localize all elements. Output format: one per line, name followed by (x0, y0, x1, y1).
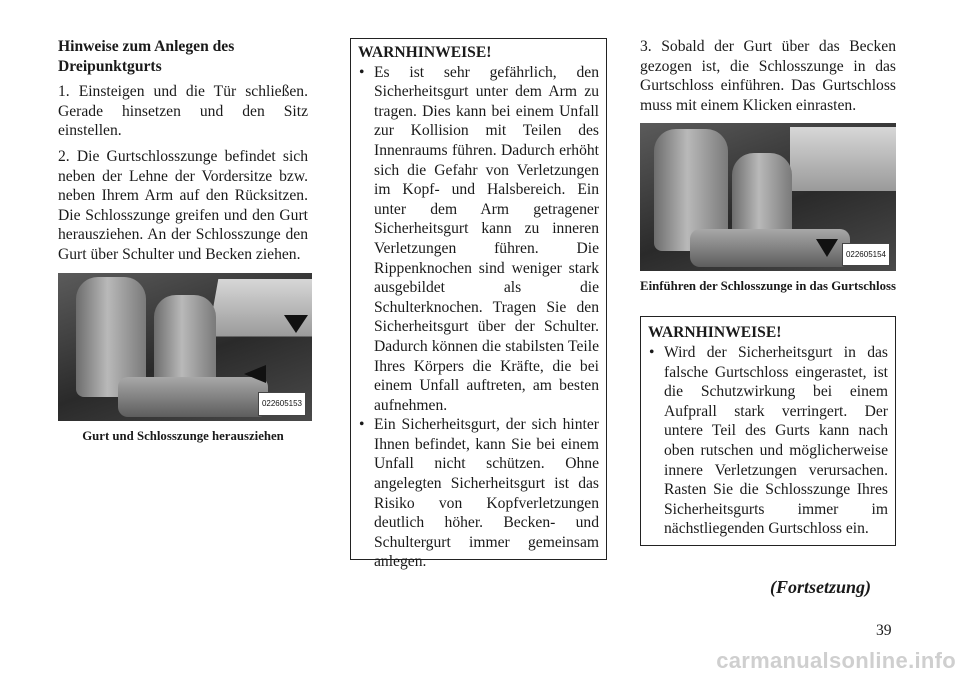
figure-insert-tongue (640, 123, 896, 294)
step-3-text: 3. Sobald der Gurt über das Becken gezogen ist, die Schlosszunge in das Gurtschloss einführen. Das Gurtschloss muss mit einem Klicken einrasten. (640, 38, 896, 114)
warning-item: • Es ist sehr gefährlich, den Sicherheitsgurt unter dem Arm zu tragen. Dies kann bei einem Unfall zur Kollision mit Teilen des Innenraums führen. Dadurch erhöht sich die Gefahr von Verletzungen im Kopf- und Halsbereich. Ein unter dem Arm getragener Sicherheitsgurt kann zu inneren Verletzungen führen. Die Rippenknochen sind weniger stark ausgebildet als die Schulterknochen. Tragen Sie den Sicherheitsgurt über der Schulter. Dadurch können die stabilsten Teile Ihres Körpers die Kräfte, die bei einem Unfall auftreten, am besten aufnehmen. (374, 63, 599, 416)
left-column (58, 37, 308, 444)
step-1-text: 1. Einsteigen und die Tür schließen. Gerade hinsetzen und den Sitz einstellen. (58, 83, 308, 140)
warning-list (358, 63, 599, 572)
warning-box-1 (350, 38, 607, 571)
right-column (640, 37, 896, 546)
warning-title: WARNHINWEISE! (648, 324, 782, 342)
page-number: 39 (876, 622, 892, 639)
figure-caption: Einführen der Schlosszunge in das Gurtschloss (640, 279, 896, 294)
figure-caption: Gurt und Schlosszunge herausziehen (82, 428, 284, 443)
warning-box-2 (640, 316, 896, 546)
figure-pull-belt (58, 273, 308, 444)
figure-code: 022605154 (842, 243, 890, 267)
warning-title: WARNHINWEISE! (358, 44, 492, 61)
warning-item: • Wird der Sicherheitsgurt in das falsche Gurtschloss eingerastet, ist die Schutzwirkung bei einem Aufprall stark verringert. Der untere Teil des Gurts kann nach oben rutschen und möglicherweise innere Verletzungen verursachen. Rasten Sie die Schlosszunge Ihres Sicherheitsgurts immer im nächstliegenden Gurtschloss ein. (664, 343, 888, 539)
seatbelt-photo-1 (58, 273, 312, 421)
watermark: carmanualsonline.info (716, 648, 956, 673)
continued-label: (Fortsetzung) (770, 577, 872, 597)
figure-code: 022605153 (258, 392, 306, 416)
warning-list (648, 343, 888, 539)
section-heading: Hinweise zum Anlegen des Dreipunktgurts (58, 38, 235, 75)
seatbelt-photo-2 (640, 123, 896, 271)
warning-item: • Ein Sicherheitsgurt, der sich hinter Ihnen befindet, kann Sie bei einem Unfall nicht schützen. Ohne angelegten Sicherheitsgurt ist das Risiko von Kopfverletzungen deutlich höher. Becken- und Schultergurt immer gemeinsam anlegen. (374, 415, 599, 572)
step-2-text: 2. Die Gurtschlosszunge befindet sich neben der Lehne der Vordersitze bzw. neben Ihrem Arm auf den Rücksitzen. Die Schlosszunge greifen und den Gurt herausziehen. An der Schlosszunge den Gurt über Schulter und Becken ziehen. (58, 147, 308, 263)
